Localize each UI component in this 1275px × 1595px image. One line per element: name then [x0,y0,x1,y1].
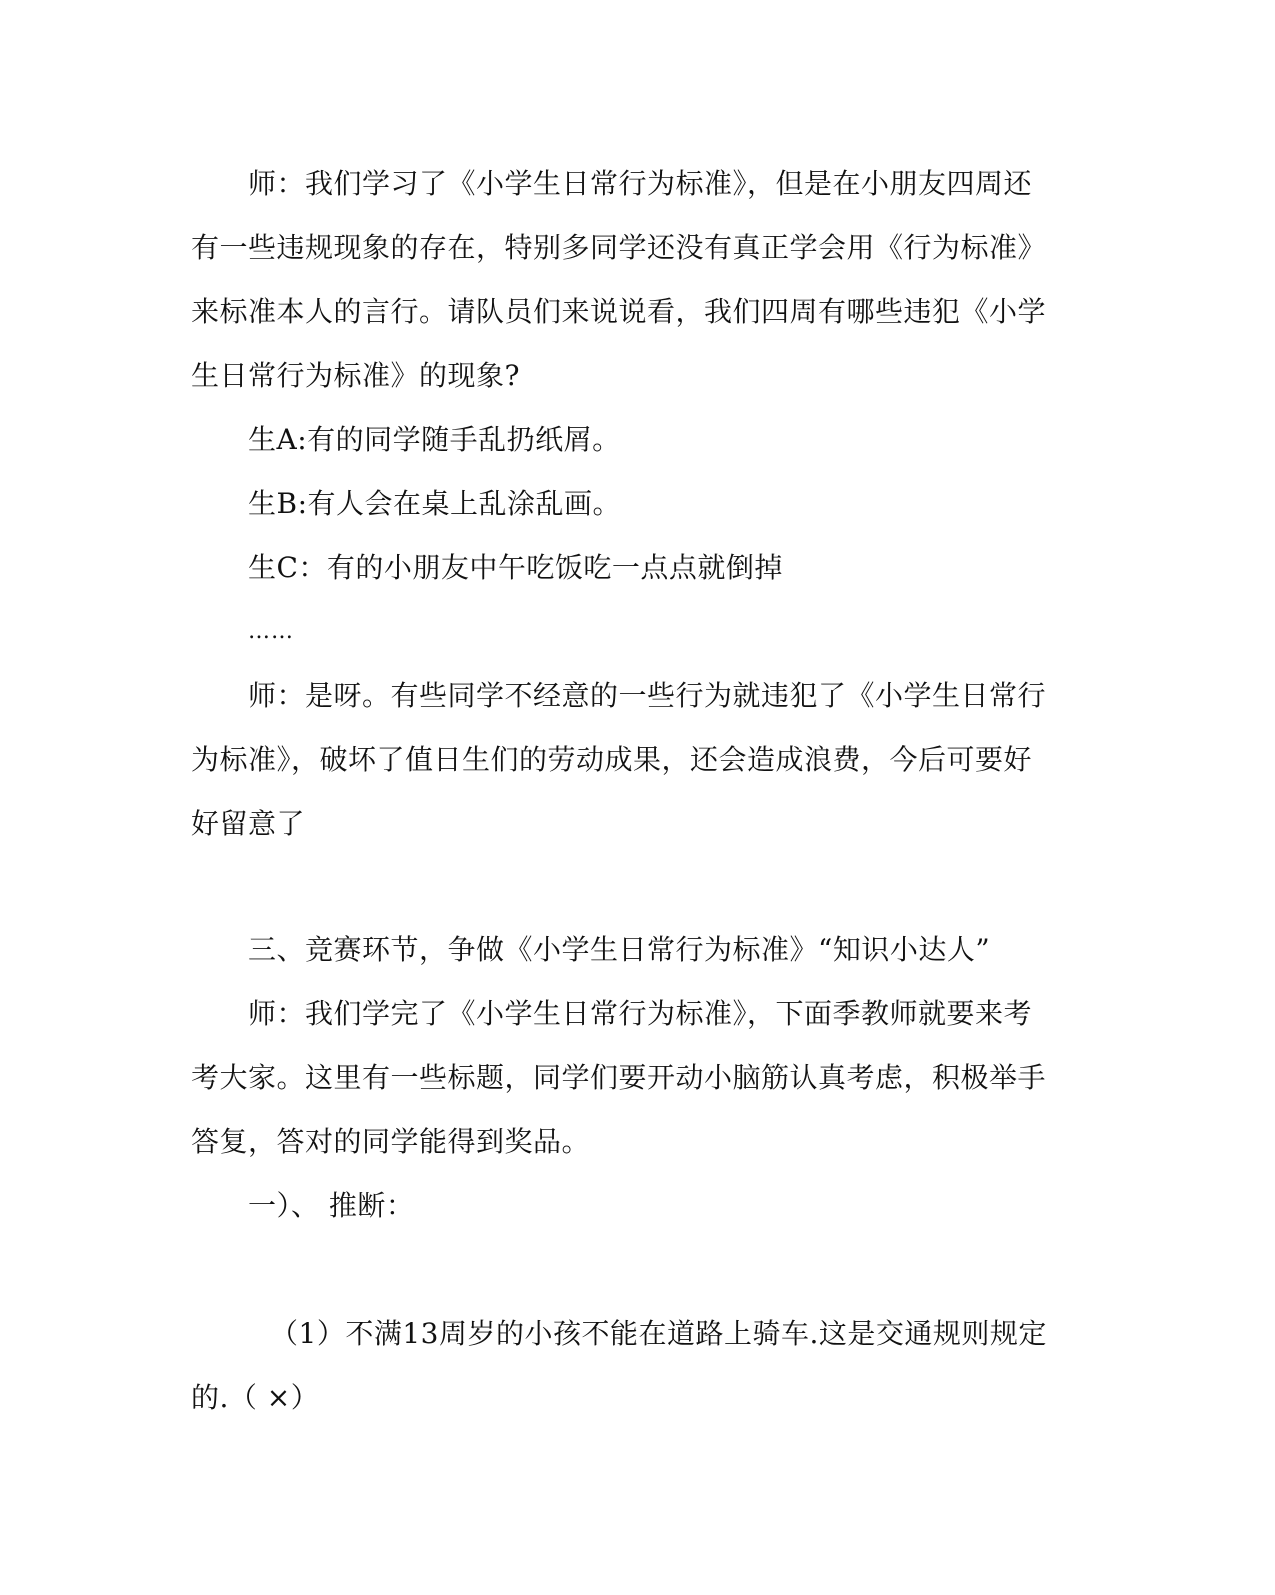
paragraph-line: 为标准》，破坏了值日生们的劳动成果，还会造成浪费，今后可要好 [191,743,1033,776]
paragraph-line: 生C：有的小朋友中午吃饭吃一点点就倒掉 [248,551,783,584]
paragraph-line: 师：是呀。有些同学不经意的一些行为就违犯了《小学生日常行 [248,679,1047,712]
paragraph-line: 生A:有的同学随手乱扔纸屑。 [248,423,621,456]
paragraph-line: 生日常行为标准》的现象? [191,359,521,392]
question-line: 的.（ ×） [191,1381,320,1414]
paragraph-line: 考大家。这里有一些标题，同学们要开动小脑筋认真考虑，积极举手 [191,1061,1047,1094]
paragraph-line: 有一些违规现象的存在，特别多同学还没有真正学会用《行为标准》 [191,231,1047,264]
paragraph-line: 好留意了 [191,807,306,840]
subsection-heading: 一）、 推断： [248,1189,415,1222]
question-line: （1）不满13周岁的小孩不能在道路上骑车.这是交通规则规定 [270,1317,1047,1350]
paragraph-line: 师：我们学习了《小学生日常行为标准》，但是在小朋友四周还 [248,167,1033,200]
ellipsis-line: …… [248,619,294,644]
paragraph-line: 来标准本人的言行。请队员们来说说看，我们四周有哪些违犯《小学 [191,295,1047,328]
paragraph-line: 师：我们学完了《小学生日常行为标准》，下面季教师就要来考 [248,997,1033,1030]
paragraph-line: 生B:有人会在桌上乱涂乱画。 [248,487,622,520]
paragraph-line: 答复，答对的同学能得到奖品。 [191,1125,591,1158]
section-heading: 三、竞赛环节，争做《小学生日常行为标准》“知识小达人” [248,933,991,966]
